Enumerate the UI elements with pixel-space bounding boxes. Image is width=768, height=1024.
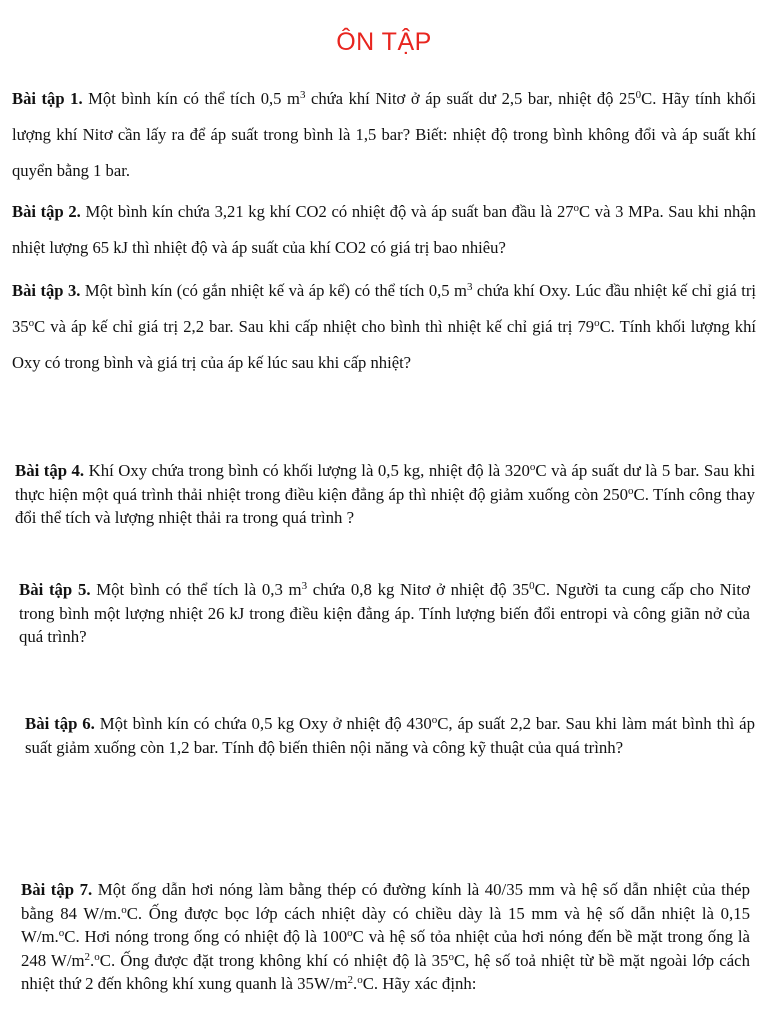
exercise-label: Bài tập 3. bbox=[12, 281, 81, 300]
exercise-label: Bài tập 6. bbox=[25, 714, 95, 733]
exercise-2 bbox=[12, 194, 756, 266]
superscript: o bbox=[28, 317, 35, 329]
superscript: o bbox=[448, 950, 454, 963]
superscript: o bbox=[431, 714, 438, 726]
exercise-3 bbox=[12, 273, 756, 381]
superscript: 0 bbox=[635, 89, 642, 101]
superscript: o bbox=[357, 974, 363, 986]
exercise-6 bbox=[25, 712, 755, 759]
exercise-text: Một bình kín có thể tích 0,5 m bbox=[82, 89, 300, 108]
exercise-text: C và áp kế chỉ giá trị 2,2 bar. Sau khi cấp nhiệt cho bình thì nhiệt kế chỉ giá trị 79 bbox=[34, 317, 595, 336]
exercise-text: C. Ống được bọc lớp cách nhiệt dày có chiều dày là 15 mm và hệ số dẫn nhiệt là 0,15 W/m. bbox=[21, 903, 750, 946]
exercise-text: C, áp suất 2,2 bar. Sau khi làm mát bình thì áp suất giảm xuống còn 1,2 bar. Tính độ biến thiên nội năng và công kỹ thuật của quá trình? bbox=[25, 714, 755, 757]
exercise-text: Một bình kín chứa 3,21 kg khí CO2 có nhiệt độ và áp suất ban đầu là 27 bbox=[80, 202, 574, 221]
exercise-label: Bài tập 2. bbox=[12, 202, 81, 221]
superscript: 3 bbox=[299, 89, 306, 101]
exercise-text: chứa 0,8 kg Nitơ ở nhiệt độ 35 bbox=[307, 580, 530, 599]
superscript: 2 bbox=[84, 950, 91, 963]
exercise-text: C và áp suất dư là 5 bar. Sau khi thực hiện một quá trình thải nhiệt trong điều kiện đẳng áp thì nhiệt độ giảm xuống còn 250 bbox=[15, 461, 755, 504]
superscript: o bbox=[58, 927, 65, 939]
superscript: o bbox=[94, 950, 100, 963]
superscript: o bbox=[628, 484, 634, 497]
exercise-text: C. Hãy tính khối lượng khí Nitơ cần lấy ra để áp suất trong bình là 1,5 bar? Biết: nhiệt độ trong bình không đổi và áp suất khí quyển bằng 1 bar. bbox=[12, 89, 756, 180]
superscript: o bbox=[121, 903, 127, 916]
exercise-text: Một bình kín có chứa 0,5 kg Oxy ở nhiệt độ 430 bbox=[94, 714, 432, 733]
exercise-label: Bài tập 7. bbox=[21, 880, 93, 899]
exercise-text: Một bình có thể tích là 0,3 m bbox=[90, 580, 302, 599]
superscript: o bbox=[347, 927, 353, 939]
superscript: 2 bbox=[347, 974, 353, 986]
superscript: o bbox=[529, 461, 536, 473]
exercise-text: . bbox=[90, 950, 95, 970]
exercise-text: C. Tính khối lượng khí Oxy có trong bình và giá trị của áp kế lúc sau khi cấp nhiệt? bbox=[12, 317, 756, 372]
exercise-text: C, hệ số toả nhiệt từ bề mặt ngoài lớp cách nhiệt thứ 2 đến không khí xung quanh là 35W/m bbox=[21, 950, 750, 993]
exercise-text: C và hệ số tỏa nhiệt của hơi nóng đến bề mặt trong ống là 248 W/m bbox=[21, 927, 750, 970]
exercise-text: C. Ống được đặt trong không khí có nhiệt độ là 35 bbox=[99, 950, 449, 970]
superscript: o bbox=[573, 202, 580, 214]
exercise-text: Khí Oxy chứa trong bình có khối lượng là 0,5 kg, nhiệt độ là 320 bbox=[84, 461, 530, 480]
exercise-text: Một ống dẫn hơi nóng làm bằng thép có đường kính là 40/35 mm và hệ số dẫn nhiệt của thép bằng 84 W/m. bbox=[21, 880, 750, 923]
exercise-label: Bài tập 5. bbox=[19, 580, 91, 599]
exercise-text: chứa khí Oxy. Lúc đầu nhiệt kế chỉ giá trị 35 bbox=[12, 281, 756, 336]
exercise-text: C và 3 MPa. Sau khi nhận nhiệt lượng 65 kJ thì nhiệt độ và áp suất của khí CO2 có giá trị bao nhiêu? bbox=[12, 202, 756, 257]
superscript: 3 bbox=[301, 580, 308, 592]
exercise-text: . bbox=[353, 974, 358, 993]
exercise-text: C. Hãy xác định: bbox=[362, 974, 477, 993]
exercise-text: chứa khí Nitơ ở áp suất dư 2,5 bar, nhiệt độ 25 bbox=[305, 89, 636, 108]
exercise-text: C. Người ta cung cấp cho Nitơ trong bình một lượng nhiệt 26 kJ trong điều kiện đẳng áp. Tính lượng biến đổi entropi và công giãn nở của quá trình? bbox=[19, 580, 750, 646]
exercise-label: Bài tập 1. bbox=[12, 89, 83, 108]
exercise-7 bbox=[21, 878, 750, 996]
page-title: ÔN TẬP bbox=[336, 28, 432, 56]
exercise-label: Bài tập 4. bbox=[15, 461, 85, 480]
superscript: 0 bbox=[529, 580, 535, 592]
superscript: 3 bbox=[466, 281, 473, 293]
exercise-text: C. Tính công thay đổi thể tích và lượng nhiệt thải ra trong quá trình ? bbox=[15, 484, 755, 527]
exercise-1 bbox=[12, 81, 756, 189]
exercise-text: Một bình kín (có gắn nhiệt kế và áp kế) có thể tích 0,5 m bbox=[80, 281, 467, 300]
exercise-5 bbox=[19, 578, 750, 649]
exercise-4 bbox=[15, 459, 755, 530]
exercise-text: C. Hơi nóng trong ống có nhiệt độ là 100 bbox=[64, 927, 348, 946]
superscript: o bbox=[594, 317, 600, 329]
